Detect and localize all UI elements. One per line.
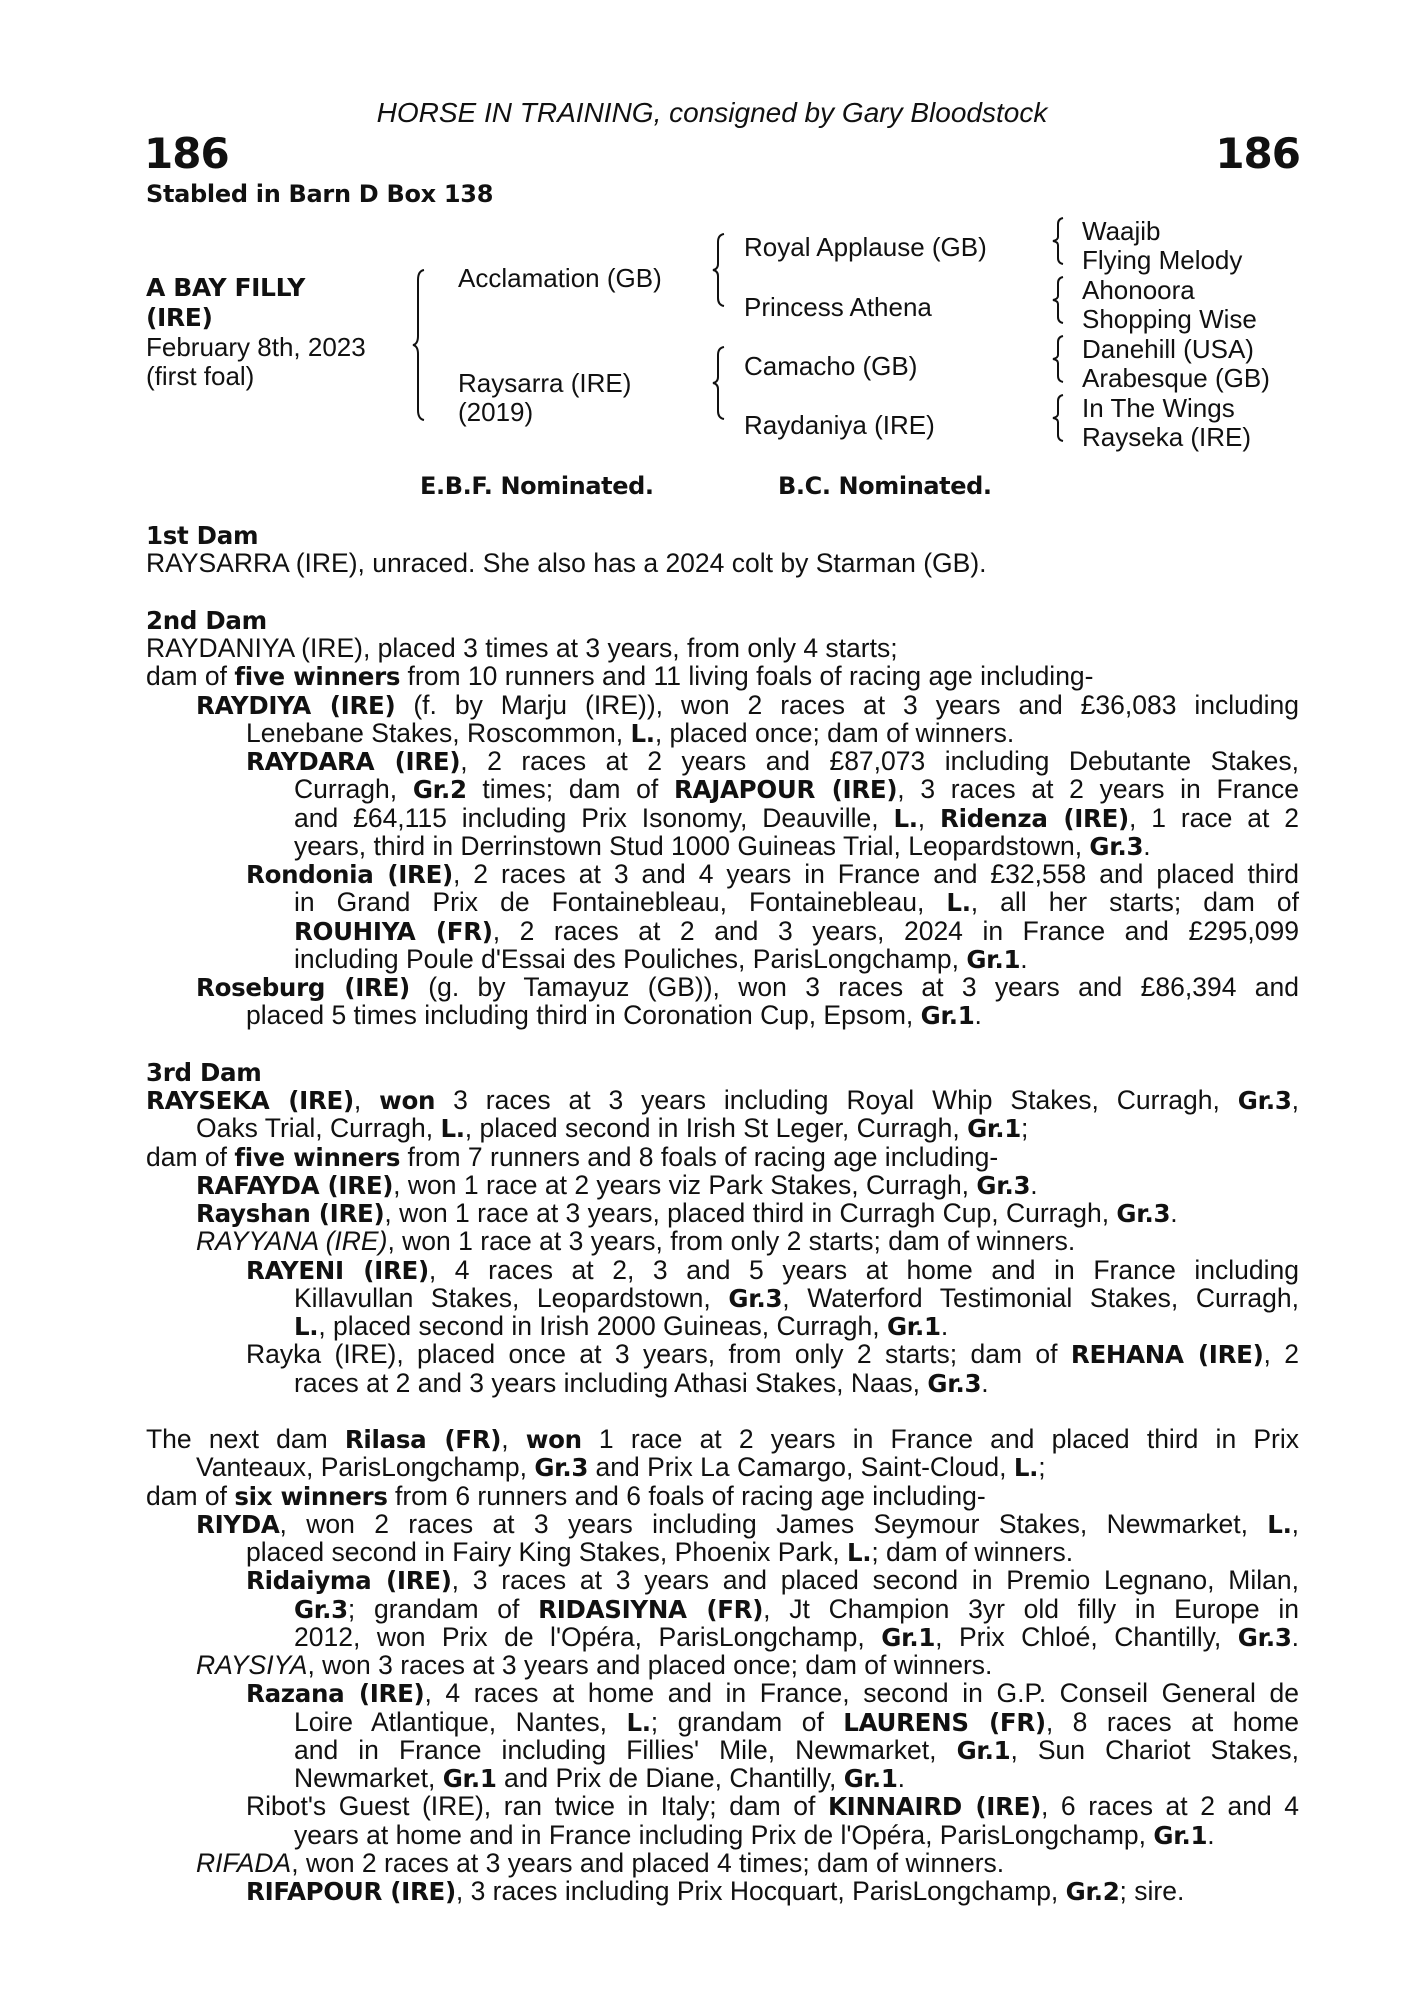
- text: , 3 races at 3 years and placed second in Premio Legnano, Milan,: [451, 1565, 1299, 1596]
- bold-text: RAYDARA (IRE): [246, 747, 461, 776]
- bold-text: Rayshan (IRE): [196, 1199, 385, 1228]
- text: .: [974, 1000, 982, 1031]
- text-line: [246, 719, 1014, 748]
- bold-text: Razana (IRE): [246, 1679, 425, 1709]
- italic-text: RAYSIYA: [196, 1650, 308, 1680]
- bold-text: L.: [893, 803, 918, 833]
- text: , placed once; dam of winners.: [654, 717, 1015, 748]
- text: and in France including Fillies' Mile, Newmarket,: [294, 1734, 957, 1765]
- text: ,: [353, 1085, 380, 1115]
- text-line: [246, 1001, 982, 1030]
- lot-number-left: 186: [144, 129, 229, 178]
- text-line: [246, 747, 1299, 776]
- text: .: [940, 1311, 949, 1341]
- text-line: [294, 1708, 1299, 1737]
- text: , 4 races at 2, 3 and 5 years at home and in France including: [428, 1254, 1300, 1285]
- text: 1 race at 2 years in France and placed third in Prix: [581, 1424, 1299, 1454]
- text: Oaks Trial, Curragh,: [196, 1113, 441, 1144]
- pedigree-brace-gen3-1: [1052, 216, 1066, 266]
- section-title: 2nd Dam: [146, 605, 267, 635]
- pedigree-sire-dam: Princess Athena: [744, 292, 932, 322]
- text: dam of: [146, 1141, 235, 1172]
- bold-text: Gr.3: [294, 1594, 348, 1624]
- section-title: 1st Dam: [146, 521, 259, 550]
- bold-text: RIYDA: [196, 1509, 280, 1539]
- text: , won 3 races at 3 years and placed once; dam of winners.: [307, 1650, 993, 1680]
- text: , placed second in Irish St Leger, Curragh,: [464, 1113, 968, 1144]
- bold-text: KINNAIRD (IRE): [827, 1792, 1041, 1822]
- text: years at home and in France including Prix de l'Opéra, ParisLongchamp,: [294, 1819, 1154, 1850]
- text: ,: [917, 802, 941, 833]
- bold-text: Gr.3: [1237, 1622, 1292, 1652]
- bold-text: L.: [630, 718, 655, 748]
- pedigree-gen3: Shopping Wise: [1082, 304, 1257, 334]
- bold-text: REHANA (IRE): [1070, 1340, 1264, 1370]
- text-line: [146, 662, 1094, 691]
- bold-text: five winners: [234, 1142, 401, 1172]
- bold-text: Gr.1: [442, 1764, 497, 1793]
- text-line: [246, 1340, 1299, 1369]
- bold-text: L.: [847, 1538, 872, 1567]
- text: Loire Atlantique, Nantes,: [294, 1706, 627, 1737]
- text-line: [294, 1623, 1299, 1652]
- text: including Poule d'Essai des Pouliches, ParisLongchamp,: [294, 943, 967, 974]
- text-line: [246, 860, 1299, 889]
- text: and Prix La Camargo, Saint-Cloud,: [588, 1452, 1014, 1483]
- bold-text: Gr.1: [956, 1735, 1011, 1765]
- text: , Sun Chariot Stakes,: [1010, 1734, 1299, 1765]
- text: placed second in Fairy King Stakes, Phoenix Park,: [246, 1537, 847, 1567]
- pedigree-gen3: Arabesque (GB): [1082, 363, 1270, 393]
- text: Rayka (IRE), placed once at 3 years, from only 2 starts; dam of: [246, 1339, 1071, 1370]
- pedigree-dam-year: (2019): [458, 397, 534, 427]
- bold-text: Rondonia (IRE): [246, 860, 453, 889]
- text-line: [196, 1171, 1038, 1200]
- text: and Prix de Diane, Chantilly,: [496, 1763, 844, 1793]
- text-line: [294, 917, 1299, 946]
- text: , Jt Champion 3yr old filly in Europe in: [763, 1593, 1300, 1624]
- text: , 2 races at 3 and 4 years in France and £32,558 and placed third: [452, 859, 1299, 889]
- text-line: [246, 1256, 1299, 1285]
- text: , won 1 race at 3 years, from only 2 starts; dam of winners.: [387, 1226, 1076, 1257]
- text-line: [146, 1425, 1299, 1454]
- text: , won 2 races at 3 years including James Seymour Stakes, Newmarket,: [279, 1508, 1268, 1539]
- text: placed 5 times including third in Coronation Cup, Epsom,: [246, 1000, 921, 1031]
- section-title: 3rd Dam: [146, 1057, 262, 1087]
- text-line: [294, 775, 1299, 804]
- bold-text: RIDASIYNA (FR): [538, 1594, 764, 1624]
- pedigree-dam-sire: Camacho (GB): [744, 351, 918, 381]
- text: , Waterford Testimonial Stakes, Curragh,: [782, 1282, 1299, 1313]
- horse-name-line2: (IRE): [146, 303, 213, 332]
- bold-text: six winners: [234, 1481, 388, 1511]
- bold-text: won: [525, 1425, 582, 1454]
- bold-text: Gr.1: [843, 1764, 898, 1793]
- pedigree-brace-gen3-4: [1052, 393, 1066, 443]
- text-line: [294, 1764, 905, 1793]
- text: .: [897, 1763, 905, 1793]
- text-line: [294, 1312, 948, 1341]
- bold-text: Gr.2: [1065, 1877, 1120, 1906]
- text: , 3 races including Prix Hocquart, ParisLongchamp,: [455, 1876, 1066, 1906]
- bold-text: Rilasa (FR): [344, 1425, 502, 1454]
- text: , 6 races at 2 and 4: [1040, 1791, 1299, 1822]
- text-line: [196, 973, 1299, 1002]
- text-line: [146, 1086, 1299, 1115]
- italic-text: RAYYANA (IRE): [196, 1226, 388, 1257]
- bold-text: Gr.3: [1237, 1086, 1292, 1115]
- lot-number-right: 186: [1215, 129, 1300, 178]
- text: , 1 race at 2: [1128, 802, 1299, 833]
- section-heading: [146, 521, 258, 550]
- pedigree-brace-gen3-3: [1052, 334, 1066, 384]
- text: RAYSARRA (IRE), unraced. She also has a 2024 colt by Starman (GB).: [146, 548, 987, 579]
- catalogue-header: HORSE IN TRAINING, consigned by Gary Bloodstock: [376, 97, 1048, 128]
- text-line: [294, 945, 1028, 974]
- text: .: [1143, 830, 1151, 861]
- text: The next dam: [146, 1424, 345, 1454]
- text: , won 1 race at 2 years viz Park Stakes, Curragh,: [393, 1169, 977, 1200]
- text-line: [196, 1199, 1178, 1228]
- text: ,: [1291, 1508, 1299, 1539]
- text: dam of: [146, 1480, 235, 1511]
- text: ,: [501, 1424, 526, 1454]
- bold-text: RAJAPOUR (IRE): [673, 775, 898, 805]
- text-line: [196, 1114, 1028, 1143]
- horse-details: [146, 333, 366, 391]
- bold-text: Gr.1: [920, 1001, 975, 1031]
- section-heading: [146, 1058, 262, 1087]
- bold-text: Gr.3: [1089, 831, 1144, 861]
- text-line: [196, 1453, 1046, 1482]
- text-line: [196, 1651, 992, 1679]
- text-line: [146, 549, 987, 577]
- bold-text: Gr.1: [967, 1114, 1021, 1144]
- bold-text: Ridaiyma (IRE): [246, 1566, 452, 1596]
- text: , 2 races at 2 and 3 years, 2024 in France and £295,099: [492, 915, 1299, 946]
- pedigree-dam-dam: Raydaniya (IRE): [744, 410, 935, 440]
- text: , 8 races at home: [1045, 1706, 1300, 1737]
- text: , Prix Chloé, Chantilly,: [935, 1621, 1238, 1652]
- bold-text: Gr.3: [927, 1368, 982, 1398]
- text: years, third in Derrinstown Stud 1000 Guineas Trial, Leopardstown,: [294, 830, 1090, 861]
- text: ;: [1020, 1113, 1029, 1144]
- text: , 2 races at 2 years and £87,073 including Debutante Stakes,: [460, 746, 1299, 776]
- bold-text: LAURENS (FR): [843, 1707, 1046, 1737]
- text: , 2: [1263, 1339, 1299, 1370]
- text: Newmarket,: [294, 1763, 443, 1793]
- pedigree-gen3: Ahonoora: [1082, 275, 1195, 305]
- text-line: [246, 1877, 1184, 1906]
- text-line: [146, 1143, 998, 1172]
- bold-text: Gr.3: [976, 1170, 1031, 1200]
- text-line: [294, 1369, 989, 1398]
- bold-text: Gr.3: [728, 1283, 783, 1313]
- bold-text: RAYSEKA (IRE): [146, 1086, 354, 1115]
- text-line: [196, 1849, 1004, 1877]
- pedigree-gen3: Danehill (USA): [1082, 334, 1254, 364]
- pedigree-gen3: Flying Melody: [1082, 245, 1243, 275]
- bold-text: Gr.1: [966, 944, 1021, 974]
- text: , won 1 race at 3 years, placed third in Curragh Cup, Curragh,: [384, 1198, 1117, 1228]
- bold-text: L.: [440, 1114, 465, 1144]
- foal-note: (first foal): [146, 361, 255, 391]
- italic-text: RIFADA: [196, 1847, 292, 1878]
- text: ;: [1038, 1452, 1046, 1483]
- text-line: [246, 1566, 1299, 1595]
- bold-text: Gr.3: [534, 1453, 589, 1483]
- pedigree-dam: Raysarra (IRE): [458, 368, 632, 398]
- bold-text: won: [379, 1086, 436, 1115]
- pedigree-gen3: In The Wings: [1082, 393, 1235, 423]
- text: and £64,115 including Prix Isonomy, Deauville,: [294, 802, 894, 833]
- bold-text: L.: [294, 1312, 319, 1341]
- bold-text: L.: [626, 1707, 651, 1737]
- text-line: [294, 1821, 1215, 1850]
- text: .: [1030, 1169, 1038, 1200]
- bold-text: Gr.2: [412, 775, 467, 805]
- text: .: [1020, 943, 1028, 974]
- text-line: [294, 832, 1151, 861]
- text-line: [294, 1595, 1299, 1624]
- bold-text: Roseburg (IRE): [196, 973, 410, 1002]
- text: , 4 races at home and in France, second in G.P. Conseil General de: [424, 1678, 1299, 1709]
- text-line: [196, 1510, 1299, 1539]
- bold-text: L.: [1267, 1509, 1292, 1539]
- bold-text: Gr.1: [881, 1622, 936, 1652]
- pedigree-brace-gen1: [412, 268, 428, 422]
- text: , all her starts; dam of: [970, 887, 1299, 918]
- horse-name: [146, 273, 305, 333]
- text: ,: [1291, 1085, 1299, 1115]
- text: dam of: [146, 661, 235, 692]
- foaling-date: February 8th, 2023: [146, 332, 366, 362]
- text: (g. by Tamayuz (GB)), won 3 races at 3 years and £86,394 and: [409, 972, 1299, 1002]
- section-heading: [146, 606, 267, 635]
- text-line: [196, 1227, 1075, 1255]
- text: from 7 runners and 8 foals of racing age including-: [400, 1141, 999, 1172]
- bc-nominated: B.C. Nominated.: [778, 472, 992, 500]
- text: , 3 races at 2 years in France: [897, 774, 1300, 805]
- text: from 10 runners and 11 living foals of racing age including-: [400, 661, 1094, 692]
- text: 2012, won Prix de l'Opéra, ParisLongchamp,: [294, 1621, 882, 1652]
- bold-text: L.: [946, 888, 971, 918]
- bold-text: Gr.1: [886, 1312, 941, 1341]
- text: Killavullan Stakes, Leopardstown,: [294, 1282, 729, 1313]
- text: ; grandam of: [347, 1593, 539, 1624]
- text: ; sire.: [1119, 1876, 1185, 1906]
- text-line: [246, 1679, 1299, 1708]
- bold-text: RAFAYDA (IRE): [196, 1170, 394, 1200]
- ebf-nominated: E.B.F. Nominated.: [420, 472, 654, 500]
- text: (f. by Marju (IRE)), won 2 races at 3 years and £36,083 including: [395, 689, 1299, 720]
- text-line: [146, 634, 898, 662]
- text: .: [1291, 1621, 1299, 1652]
- pedigree-gen3: Rayseka (IRE): [1082, 422, 1252, 452]
- horse-name-line1: A BAY FILLY: [146, 273, 305, 302]
- bold-text: RAYENI (IRE): [246, 1255, 429, 1285]
- text: in Grand Prix de Fontainebleau, Fontainebleau,: [294, 887, 947, 918]
- pedigree-sire-sire: Royal Applause (GB): [744, 232, 987, 262]
- bold-text: RAYDIYA (IRE): [196, 690, 396, 720]
- bold-text: Ridenza (IRE): [940, 803, 1129, 833]
- bold-text: five winners: [234, 662, 401, 692]
- text-line: [294, 804, 1299, 833]
- text: RAYDANIYA (IRE), placed 3 times at 3 years, from only 4 starts;: [146, 633, 898, 663]
- text-line: [146, 1482, 986, 1511]
- text: Lenebane Stakes, Roscommon,: [246, 717, 631, 748]
- text: 3 races at 3 years including Royal Whip Stakes, Curragh,: [435, 1085, 1238, 1115]
- pedigree-brace-gen3-2: [1052, 275, 1066, 325]
- text: ; grandam of: [650, 1706, 844, 1737]
- text: ; dam of winners.: [871, 1537, 1074, 1567]
- pedigree-brace-dam: [712, 345, 728, 421]
- bold-text: L.: [1013, 1453, 1039, 1483]
- text-line: [294, 888, 1299, 917]
- text: times; dam of: [466, 774, 674, 805]
- text: .: [1207, 1819, 1215, 1850]
- text: .: [981, 1367, 989, 1398]
- text-line: [294, 1736, 1299, 1765]
- text: , won 2 races at 3 years and placed 4 times; dam of winners.: [291, 1847, 1005, 1878]
- bold-text: Gr.1: [1153, 1820, 1208, 1850]
- pedigree-gen3: Waajib: [1082, 216, 1161, 246]
- text: races at 2 and 3 years including Athasi Stakes, Naas,: [294, 1367, 928, 1398]
- text: , placed second in Irish 2000 Guineas, Curragh,: [318, 1311, 887, 1341]
- text-line: [246, 1538, 1073, 1567]
- pedigree-sire: Acclamation (GB): [458, 263, 662, 293]
- text-line: [294, 1284, 1299, 1313]
- text: Vanteaux, ParisLongchamp,: [196, 1452, 535, 1483]
- bold-text: ROUHIYA (FR): [294, 916, 493, 946]
- text: Curragh,: [294, 774, 413, 805]
- text: .: [1170, 1198, 1178, 1228]
- pedigree-brace-sire: [712, 232, 728, 308]
- text-line: [246, 1792, 1299, 1821]
- bold-text: Gr.3: [1116, 1199, 1171, 1228]
- text: from 6 runners and 6 foals of racing age including-: [387, 1480, 986, 1511]
- text-line: [196, 691, 1299, 720]
- stabling-location: Stabled in Barn D Box 138: [146, 180, 494, 208]
- bold-text: RIFAPOUR (IRE): [246, 1877, 456, 1906]
- text: Ribot's Guest (IRE), ran twice in Italy; dam of: [246, 1791, 828, 1822]
